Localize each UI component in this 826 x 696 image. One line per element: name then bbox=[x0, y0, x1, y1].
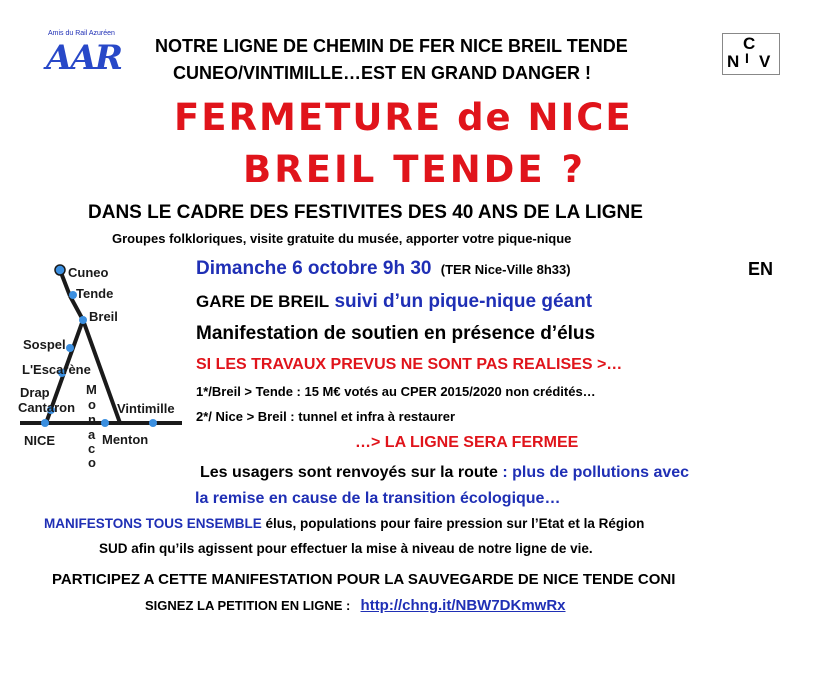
station-cantaron: Cantaron bbox=[18, 400, 76, 415]
petition-label: SIGNEZ LA PETITION EN LIGNE : bbox=[145, 598, 351, 613]
manifestons-line-1 bbox=[44, 516, 644, 531]
event-train: (TER Nice-Ville 8h33) bbox=[440, 262, 571, 277]
station-menton: Menton bbox=[102, 432, 149, 447]
station-drap: Drap bbox=[20, 385, 50, 400]
usagers-line-1 bbox=[200, 464, 689, 482]
station-breil: Breil bbox=[89, 309, 118, 324]
cniv-logo-c: C bbox=[743, 34, 756, 53]
event-date-line bbox=[196, 258, 571, 280]
ligne-fermee: …> LA LIGNE SERA FERMEE bbox=[355, 434, 579, 451]
item-1: 1*/Breil > Tende : 15 M€ votés au CPER 2015/2020 non crédités… bbox=[196, 384, 596, 399]
manifestons-rest: élus, populations pour faire pression sur l’Etat et la Région bbox=[265, 516, 645, 531]
monaco-letter-6: o bbox=[88, 455, 96, 470]
station-nice: NICE bbox=[24, 433, 56, 448]
monaco-letter-1: M bbox=[86, 382, 97, 397]
event-gare-line bbox=[196, 291, 592, 313]
usagers-part-2: : plus de pollutions avec bbox=[502, 464, 690, 481]
title-line-2: BREIL TENDE ? bbox=[243, 148, 587, 191]
item-2: 2*/ Nice > Breil : tunnel et infra à restaurer bbox=[196, 409, 456, 424]
event-manif: Manifestation de soutien en présence d’élus bbox=[196, 323, 596, 344]
event-date: Dimanche 6 octobre 9h 30 bbox=[196, 258, 432, 279]
petition-line bbox=[145, 597, 566, 614]
event-gare: GARE DE BREIL bbox=[196, 292, 330, 311]
usagers-line-2: la remise en cause de la transition écologique… bbox=[195, 490, 561, 507]
station-vintimille: Vintimille bbox=[117, 401, 175, 416]
cniv-logo bbox=[722, 33, 780, 75]
header-line-1: NOTRE LIGNE DE CHEMIN DE FER NICE BREIL TENDE bbox=[155, 36, 628, 56]
header-line-2: CUNEO/VINTIMILLE…EST EN GRAND DANGER ! bbox=[173, 63, 592, 83]
groupes-text: Groupes folkloriques, visite gratuite du musée, apporter votre pique-nique bbox=[112, 231, 572, 246]
station-cuneo: Cuneo bbox=[68, 265, 109, 280]
manifestons-line-2: SUD afin qu’ils agissent pour effectuer la mise à niveau de notre ligne de vie. bbox=[99, 541, 593, 556]
cniv-logo-n: N bbox=[727, 52, 740, 71]
cniv-logo-i: I bbox=[745, 50, 749, 66]
monaco-letter-5: c bbox=[88, 441, 96, 456]
festivites-heading: DANS LE CADRE DES FESTIVITES DES 40 ANS DE LA LIGNE bbox=[88, 202, 643, 223]
event-en: EN bbox=[748, 259, 774, 279]
station-lescarene: L'Escarène bbox=[22, 362, 91, 377]
cniv-logo-v: V bbox=[759, 52, 771, 71]
aar-logo bbox=[40, 30, 150, 78]
title-line-1: FERMETURE de NICE bbox=[174, 96, 633, 139]
monaco-letter-4: a bbox=[88, 427, 96, 442]
participez-text: PARTICIPEZ A CETTE MANIFESTATION POUR LA SAUVEGARDE DE NICE TENDE CONI bbox=[52, 571, 676, 588]
aar-logo-mark: AAR bbox=[46, 38, 122, 78]
petition-link[interactable]: http://chng.it/NBW7DKmwRx bbox=[360, 597, 566, 614]
warning-text: SI LES TRAVAUX PREVUS NE SONT PAS REALISES >… bbox=[196, 356, 623, 373]
aar-logo-caption: Amis du Rail Azuréen bbox=[48, 30, 115, 37]
station-sospel: Sospel bbox=[23, 337, 66, 352]
railway-map bbox=[10, 258, 195, 473]
event-piquenique: suivi d’un pique-nique géant bbox=[334, 291, 593, 312]
usagers-part-1: Les usagers sont renvoyés sur la route bbox=[200, 464, 498, 481]
station-tende: Tende bbox=[76, 286, 114, 301]
monaco-letter-2: o bbox=[88, 397, 96, 412]
monaco-letter-3: n bbox=[88, 412, 96, 427]
manifestons-lead: MANIFESTONS TOUS ENSEMBLE bbox=[44, 516, 262, 531]
